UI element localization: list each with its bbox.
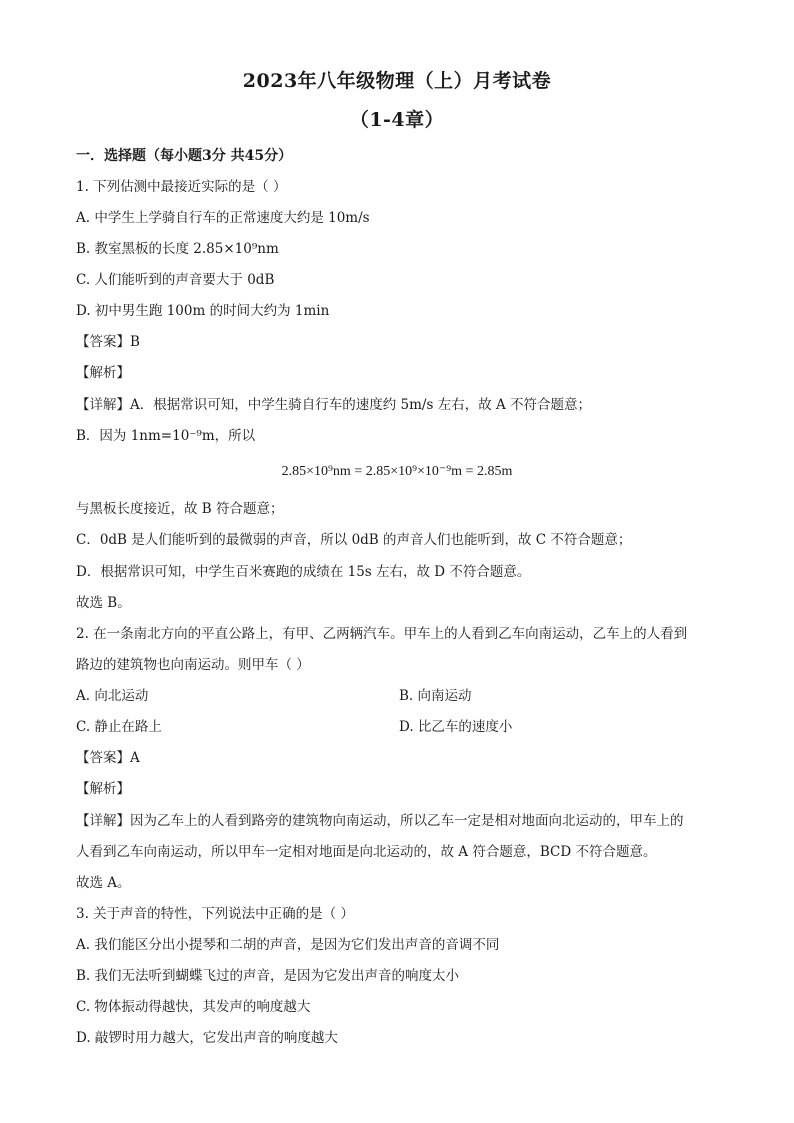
q2-option-b: B. 向南运动: [399, 688, 472, 704]
q2-detail-line2: 人看到乙车向南运动，所以甲车一定相对地面是向北运动的，故 A 符合题意，BCD 不符合题意。: [76, 844, 657, 860]
q1-option-c: C. 人们能听到的声音要大于 0dB: [76, 272, 275, 288]
q1-detail-c: C．0dB 是人们能听到的最微弱的声音，所以 0dB 的声音人们也能听到，故 C 不符合题意；: [76, 532, 632, 548]
q2-stem-line1: 2. 在一条南北方向的平直公路上，有甲、乙两辆汽车。甲车上的人看到乙车向南运动，乙车上的人看到: [76, 626, 688, 642]
q2-answer: 【答案】A: [76, 750, 140, 766]
q2-option-a: A. 向北运动: [76, 688, 149, 704]
q1-option-b: B. 教室黑板的长度 2.85×10⁹nm: [76, 241, 279, 257]
q2-detail-tag: 【详解】: [76, 813, 130, 829]
q3-stem: 3. 关于声音的特性，下列说法中正确的是（ ）: [76, 906, 354, 922]
q1-formula: 2.85×10⁹nm = 2.85×10⁹×10⁻⁹m = 2.85m: [281, 464, 513, 479]
page-title: 2023年八年级物理（上）月考试卷: [242, 70, 552, 92]
q3-option-b: B. 我们无法听到蝴蝶飞过的声音，是因为它发出声音的响度太小: [76, 968, 460, 984]
section-heading: 一．选择题（每小题3分 共45分）: [76, 148, 293, 164]
q2-detail-line1: [76, 812, 684, 830]
q3-option-c: C. 物体振动得越快，其发声的响度越大: [76, 999, 311, 1015]
q1-answer: 【答案】B: [76, 334, 140, 350]
q1-analysis-label: 【解析】: [76, 365, 130, 381]
q3-option-d: D. 敲锣时用力越大，它发出声音的响度越大: [76, 1030, 338, 1046]
q1-detail-tag: 【详解】: [76, 397, 130, 413]
q1-option-d: D. 初中男生跑 100m 的时间大约为 1min: [76, 303, 330, 319]
q2-option-c: C. 静止在路上: [76, 719, 162, 735]
q1-option-a: A. 中学生上学骑自行车的正常速度大约是 10m/s: [76, 210, 370, 226]
q1-detail-b: B．因为 1nm=10⁻⁹m，所以: [76, 428, 256, 444]
q2-detail-line1-text: 因为乙车上的人看到路旁的建筑物向南运动，所以乙车一定是相对地面向北运动的，甲车上的: [130, 813, 684, 829]
q2-analysis-label: 【解析】: [76, 781, 130, 797]
q2-conclusion: 故选 A。: [76, 875, 131, 891]
page-subtitle: （1-4章）: [349, 109, 445, 131]
q2-stem-line2: 路边的建筑物也向南运动。则甲车（ ）: [76, 657, 310, 673]
q1-detail-d: D．根据常识可知，中学生百米赛跑的成绩在 15s 左右，故 D 不符合题意。: [76, 564, 531, 580]
q2-option-d: D. 比乙车的速度小: [399, 719, 513, 735]
q1-detail-a-text: A．根据常识可知，中学生骑自行车的速度约 5m/s 左右，故 A 不符合题意；: [130, 397, 592, 413]
q1-stem: 1. 下列估测中最接近实际的是（ ）: [76, 179, 287, 195]
q1-detail-a: [76, 396, 591, 414]
q3-option-a: A. 我们能区分出小提琴和二胡的声音，是因为它们发出声音的音调不同: [76, 937, 500, 953]
q1-detail-b2: 与黑板长度接近，故 B 符合题意；: [76, 501, 284, 517]
q1-conclusion: 故选 B。: [76, 595, 131, 611]
